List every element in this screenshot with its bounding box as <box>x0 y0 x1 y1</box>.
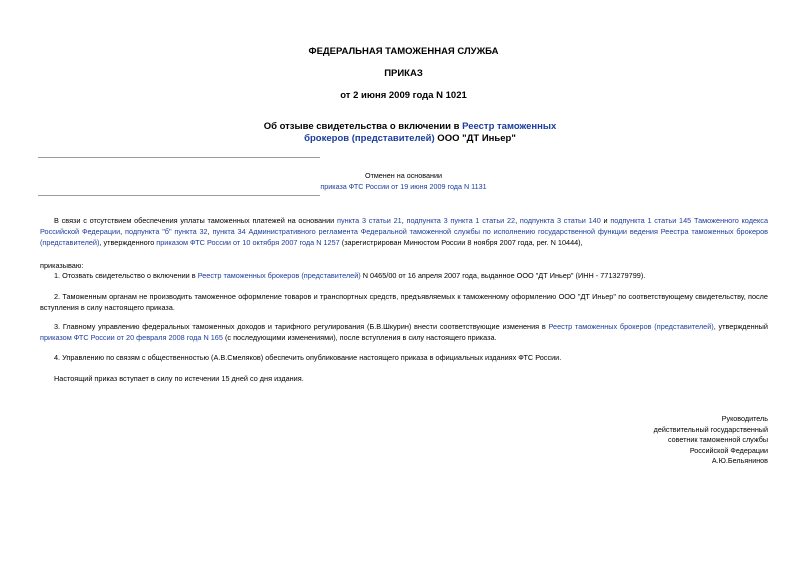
divider-top <box>38 157 320 158</box>
document-title <box>250 121 570 145</box>
title-registry-link[interactable]: Реестр таможенных брокеров (представителей) <box>304 121 557 144</box>
law-link-4[interactable]: подпункта 1 статьи 145 Таможенного кодекса Российской Федерации <box>40 216 768 236</box>
title-suffix: ООО "ДТ Иньер" <box>434 133 516 144</box>
agency-name: ФЕДЕРАЛЬНАЯ ТАМОЖЕННАЯ СЛУЖБА <box>308 46 499 57</box>
signature-line-2: действительный государственный <box>653 424 768 434</box>
cancel-note-text: Отменен на основании <box>364 171 442 180</box>
item-2: 2. Таможенным органам не производить таможенное оформление товаров и транспортных средств, предъявляемых к таможенному оформлению ООО "ДТ Иньер" по соответствующему свидетельству, после вступления в силу настоящего приказа. <box>40 292 768 312</box>
item-3-order-link[interactable]: приказом ФТС России от 20 февраля 2008 года N 165 <box>40 333 223 342</box>
law-link-7[interactable]: приказом ФТС России от 10 октября 2007 года N 1257 <box>156 238 340 247</box>
document-date: от 2 июня 2009 года N 1021 <box>340 90 467 101</box>
divider-bottom <box>38 195 320 196</box>
title-prefix: Об отзыве свидетельства о включении в <box>263 121 463 132</box>
law-link-6[interactable]: пункта 34 Административного регламента Федеральной таможенной службы по исполнению государственной функции ведения Реестра таможенных брокеров (представителей) <box>40 227 769 247</box>
signature-line-1: Руководитель <box>721 414 768 423</box>
item-3: 3. Главному управлению федеральных таможенных доходов и тарифного регулирования (Б.В.Шкурин) внести соответствующие изменения в Реестр таможенных брокеров (представителей), утвержденный приказом ФТС России от 20 февраля 2008 года N 165 (с последующими изменениями), после вступления в силу настоящего приказа. <box>40 322 768 342</box>
law-link-2[interactable]: подпункта 3 пункта 1 статьи 22 <box>406 216 516 225</box>
signature-block <box>480 414 768 467</box>
law-link-3[interactable]: подпункта 3 статьи 140 <box>519 216 601 225</box>
preamble-paragraph: В связи с отсутствием обеспечения уплаты таможенных платежей на основании пункта 3 статьи 21, подпункта 3 пункта 1 статьи 22, подпункта 3 статьи 140 и подпункта 1 статьи 145 Таможенного кодекса Российской Федерации, подпункта "б" пункта 32, пункта 34 Административного регламента Федеральной таможенной службы по исполнению государственной функции ведения Реестра таможенных брокеров (представителей), утвержденного приказом ФТС России от 10 октября 2007 года N 1257 (зарегистрирован Минюстом России 8 ноября 2007 года, рег. N 10444), <box>40 216 769 247</box>
document-type: ПРИКАЗ <box>384 68 423 79</box>
item-1: 1. Отозвать свидетельство о включении в Реестр таможенных брокеров (представителей) N 0465/00 от 16 апреля 2007 года, выданное ООО "ДТ Иньер" (ИНН - 7713279799). <box>54 271 646 280</box>
effective-clause: Настоящий приказ вступает в силу по истечении 15 дней со дня издания. <box>54 374 304 383</box>
item-3-registry-link[interactable]: Реестр таможенных брокеров (представителей) <box>548 322 714 331</box>
signature-name: А.Ю.Бельянинов <box>711 456 768 465</box>
law-link-1[interactable]: пункта 3 статьи 21 <box>337 216 402 225</box>
cancel-order-link[interactable]: приказа ФТС России от 19 июня 2009 года N 1131 <box>320 182 487 191</box>
order-word: приказываю: <box>40 261 84 270</box>
signature-line-4: Российской Федерации <box>689 445 768 455</box>
signature-line-3: советник таможенной службы <box>667 435 768 444</box>
item-4: 4. Управлению по связям с общественностью (А.В.Смеляков) обеспечить опубликование настоящего приказа в официальных изданиях ФТС России. <box>54 353 562 362</box>
item-1-registry-link[interactable]: Реестр таможенных брокеров (представителей) <box>197 271 361 280</box>
law-link-5[interactable]: подпункта "б" пункта 32 <box>125 227 208 236</box>
